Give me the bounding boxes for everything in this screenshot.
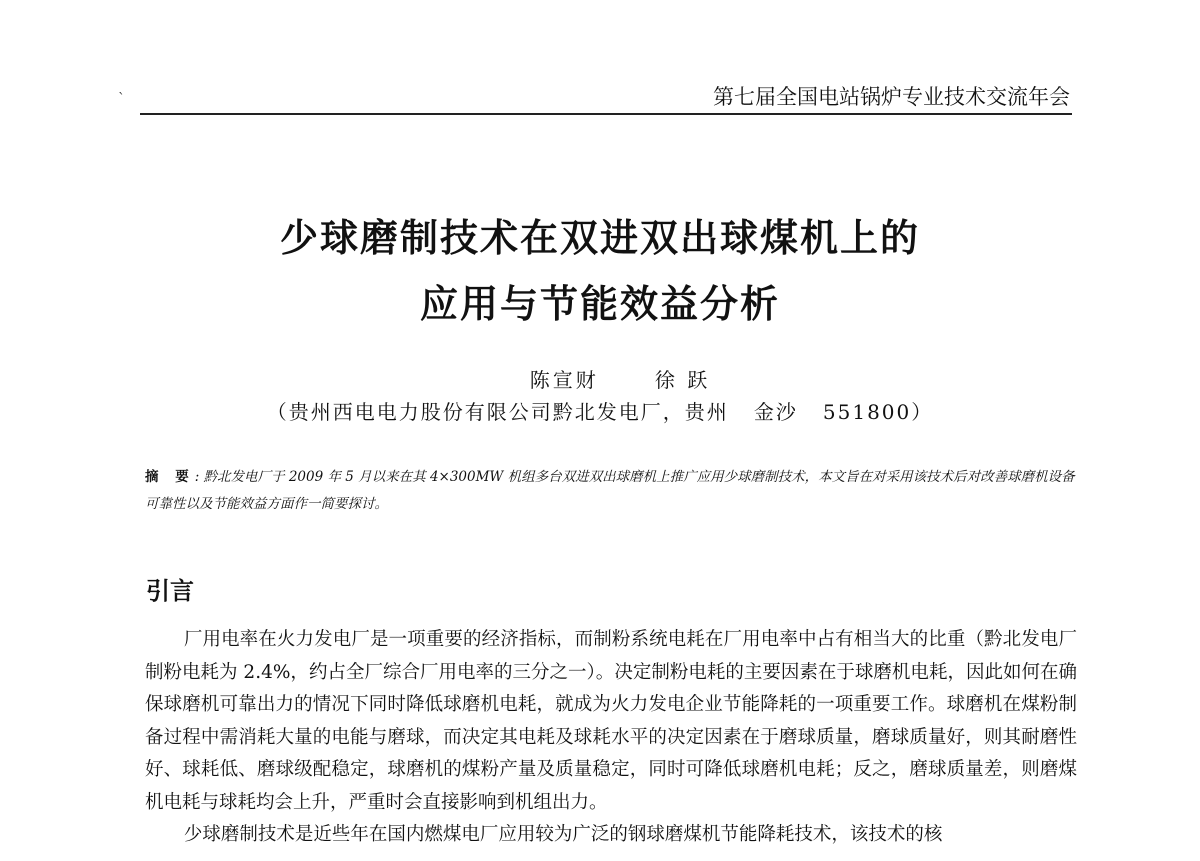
abstract — [145, 464, 1075, 518]
affiliation: （贵州西电电力股份有限公司黔北发电厂，贵州 金沙 551800） — [266, 400, 934, 424]
abstract-text: : 黔北发电厂于 2009 年 5 月以来在其 4×300MW 机组多台双进双出球磨机上推广应用少球磨制技术，本文旨在对采用该技术后对改善球磨机设备可靠性以及节能效益方面作一简要探讨。 — [145, 469, 1075, 512]
paragraph: 厂用电率在火力发电厂是一项重要的经济指标，而制粉系统电耗在厂用电率中占有相当大的比重（黔北发电厂制粉电耗为 2.4%，约占全厂综合厂用电率的三分之一）。决定制粉电耗的主要因素在于球磨机电耗，因此如何在确保球磨机可靠出力的情况下同时降低球磨机电耗，就成为火力发电企业节能降耗的一项重要工作。球磨机在煤粉制备过程中需消耗大量的电能与磨球，而决定其电耗及球耗水平的决定因素在于磨球质量，磨球质量好，则其耐磨性好、球耗低、磨球级配稳定，球磨机的煤粉产量及质量稳定，同时可降低球磨机电耗；反之，磨球质量差，则磨煤机电耗与球耗均会上升，严重时会直接影响到机组出力。 — [145, 629, 1077, 813]
running-header: 第七届全国电站锅炉专业技术交流年会 — [713, 85, 1070, 109]
margin-mark: ` — [118, 91, 125, 107]
header-rule — [140, 113, 1072, 115]
paper-title-line-2: 应用与节能效益分析 — [419, 282, 780, 326]
authors: 陈宣财 徐 跃 — [529, 368, 711, 392]
paragraph: 少球磨制技术是近些年在国内燃煤电厂应用较为广泛的钢球磨煤机节能降耗技术，该技术的核 — [183, 824, 943, 845]
section-heading: 引言 — [146, 577, 194, 605]
paper-title-line-1: 少球磨制技术在双进双出球煤机上的 — [279, 216, 920, 260]
body-text — [145, 624, 1077, 852]
abstract-label: 摘 要 — [145, 469, 195, 485]
